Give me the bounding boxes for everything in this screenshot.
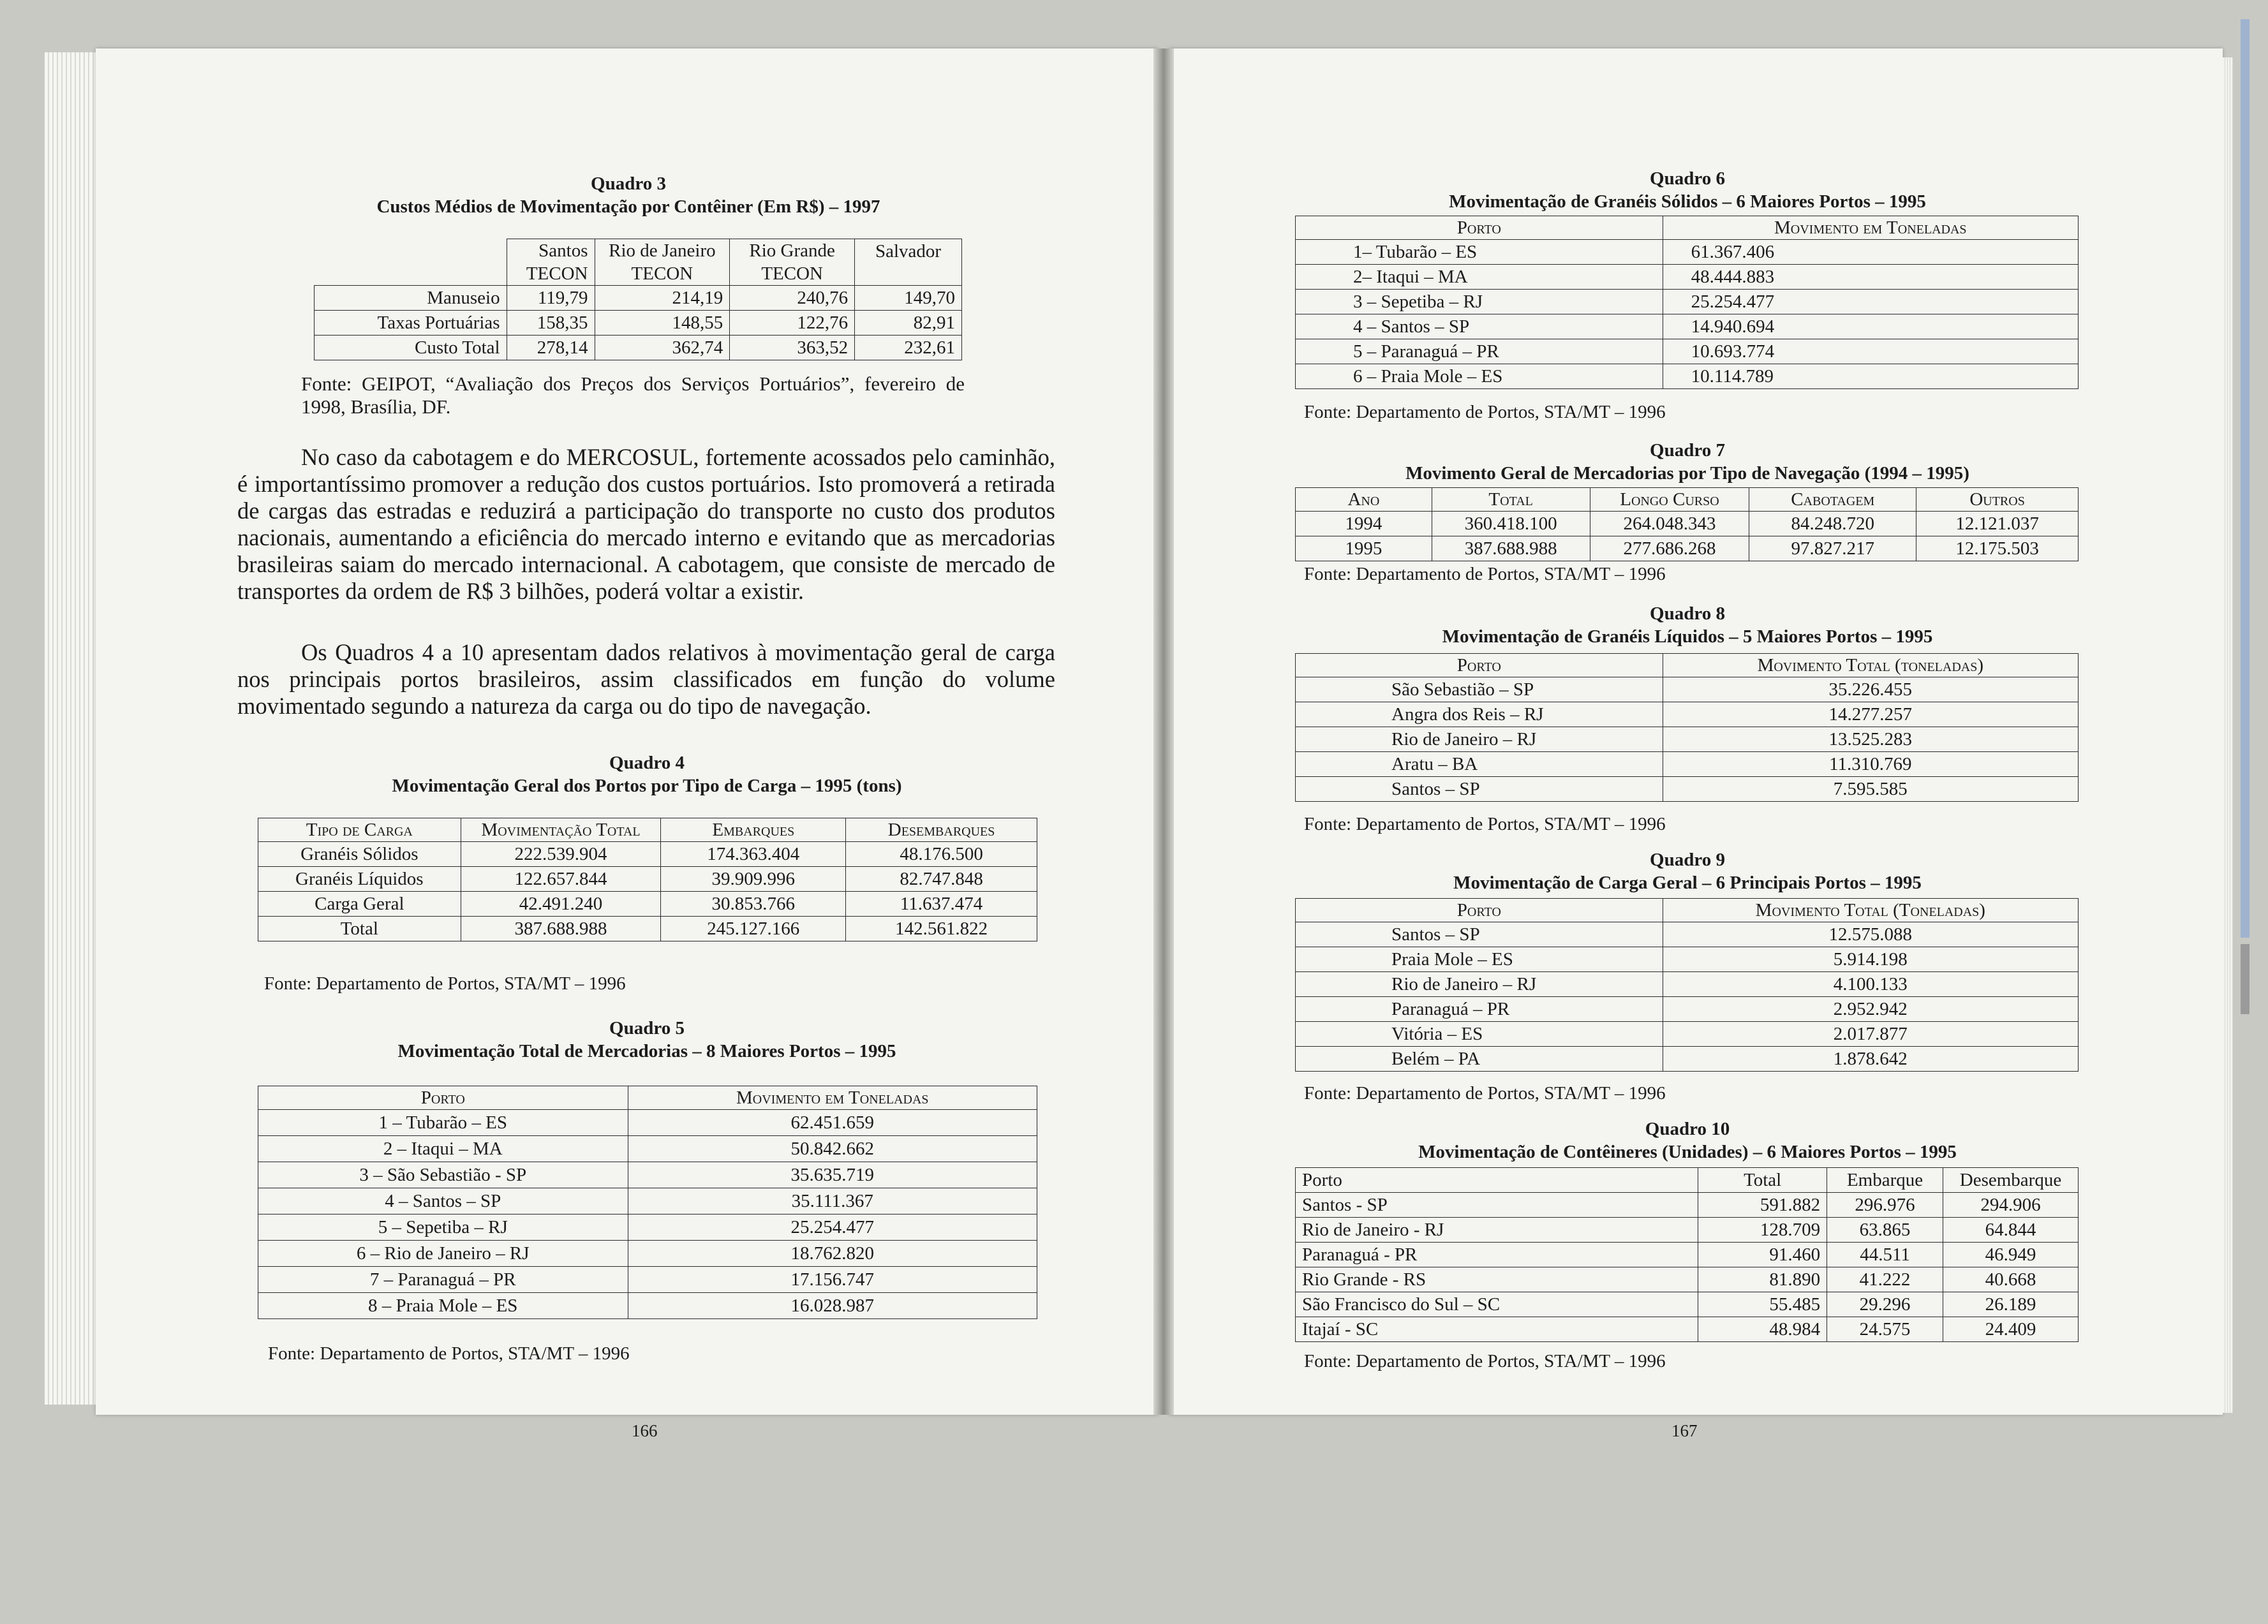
quadro-3-table [314,239,962,360]
header-cell: Embarques [661,818,846,842]
table-row [258,892,1037,917]
quadro-3-title: Custos Médios de Movimentação por Contêiner (Em R$) – 1997 [376,196,880,217]
header-cell: Porto [1296,899,1663,922]
table-header-row [1296,216,2079,240]
table-row [1296,677,2079,702]
table-cell: 1.878.642 [1663,1047,2078,1072]
header-cell: Total [1432,488,1590,512]
quadro-8-table-wrap [1295,653,2079,802]
table-cell: Santos – SP [1296,922,1663,947]
table-cell: 35.226.455 [1663,677,2078,702]
quadro-7-source: Fonte: Departamento de Portos, STA/MT – 1996 [1304,564,1666,584]
table-cell: 84.248.720 [1749,512,1916,536]
quadro-6 [1295,167,2080,213]
table-cell: São Francisco do Sul – SC [1296,1292,1698,1317]
table-cell: Praia Mole – ES [1296,947,1663,972]
quadro-6-table [1295,216,2079,389]
table-row [258,917,1037,941]
table-cell: 61.367.406 [1663,240,2078,265]
table-row [258,1293,1037,1319]
header-cell: Movimentação Total [461,818,661,842]
table-cell: 48.176.500 [846,842,1037,867]
quadro-10-table [1295,1167,2079,1342]
table-row [1296,997,2079,1022]
table-cell: 5.914.198 [1663,947,2078,972]
table-cell: 25.254.477 [628,1214,1037,1241]
table-row [1296,727,2079,752]
quadro-4 [255,751,1039,797]
table-cell: 360.418.100 [1432,512,1590,536]
table-cell: 149,70 [855,286,962,311]
quadro-6-source: Fonte: Departamento de Portos, STA/MT – 1996 [1304,402,1666,422]
table-row [1296,240,2079,265]
table-cell: 591.882 [1698,1193,1827,1218]
quadro-6-table-wrap [1295,216,2079,389]
table-cell: 278,14 [507,336,595,360]
table-cell: 3 – São Sebastião - SP [258,1162,628,1188]
table-row [258,867,1037,892]
body-paragraph-1: No caso da cabotagem e do MERCOSUL, fortemente acossados pelo caminhão, é importantíssimo promover a redução dos custos portuários. Isto promoverá a retirada de cargas das estradas e reduzirá a participação do transporte no custo dos produtos nacionais, aumentando a eficiência do mercado interno e evitando que as mercadorias brasileiras saiam do mercado internacional. A cabotagem, que consiste de mercado de transportes da ordem de R$ 3 bilhões, poderá voltar a existir. [237,444,1055,604]
table-cell: Rio Grande - RS [1296,1267,1698,1292]
table-row [1296,314,2079,339]
table-cell: 387.688.988 [1432,536,1590,561]
table-row [1296,364,2079,389]
table-row [1296,947,2079,972]
table-header-row [1296,899,2079,922]
table-cell: Granéis Líquidos [258,867,461,892]
header-cell: Tipo de Carga [258,818,461,842]
table-cell: 48.984 [1698,1317,1827,1342]
table-cell: 35.111.367 [628,1188,1037,1214]
table-row [258,1136,1037,1162]
table-cell: 2.017.877 [1663,1022,2078,1047]
table-cell: 214,19 [595,286,730,311]
header-cell: Desembarques [846,818,1037,842]
table-cell: 35.635.719 [628,1162,1037,1188]
table-header-row [1296,1168,2079,1193]
table-cell: 232,61 [855,336,962,360]
table-row [1296,1047,2079,1072]
quadro-10-label: Quadro 10 [1645,1119,1730,1139]
quadro-10 [1295,1118,2080,1163]
quadro-8-table [1295,653,2079,802]
header-cell: Embarque [1827,1168,1943,1193]
table-cell: 1 – Tubarão – ES [258,1110,628,1136]
table-cell: Paranaguá - PR [1296,1243,1698,1267]
table-cell: 48.444.883 [1663,265,2078,290]
quadro-4-label: Quadro 4 [609,753,685,773]
quadro-9 [1295,848,2080,894]
table-cell: 4 – Santos – SP [1296,314,1663,339]
table-cell: 29.296 [1827,1292,1943,1317]
table-cell: Manuseio [315,286,507,311]
quadro-3-label: Quadro 3 [591,173,666,194]
table-cell: Belém – PA [1296,1047,1663,1072]
page-number-right: 167 [1671,1421,1698,1440]
table-cell: 362,74 [595,336,730,360]
table-cell: 82.747.848 [846,867,1037,892]
calibration-strip-blue [2241,19,2249,938]
header-cell: Movimento Total (toneladas) [1663,654,2078,677]
table-cell: 296.976 [1827,1193,1943,1218]
header-cell: Longo Curso [1590,488,1749,512]
quadro-3 [293,172,963,218]
header-cell: Ano [1296,488,1432,512]
table-cell: 25.254.477 [1663,290,2078,314]
table-cell: Custo Total [315,336,507,360]
header-cell: Movimento Total (Toneladas) [1663,899,2078,922]
quadro-5-table [258,1086,1037,1319]
quadro-3-source: Fonte: GEIPOT, “Avaliação dos Preços dos Serviços Portuários”, fevereiro de 1998, Brasília, DF. [301,373,965,418]
table-cell: 12.575.088 [1663,922,2078,947]
table-row [1296,339,2079,364]
table-cell: 1994 [1296,512,1432,536]
table-cell: 122.657.844 [461,867,661,892]
quadro-9-table-wrap [1295,898,2079,1072]
table-cell: 64.844 [1943,1218,2079,1243]
table-row [1296,1022,2079,1047]
table-cell: 2 – Itaqui – MA [258,1136,628,1162]
table-cell: 63.865 [1827,1218,1943,1243]
table-cell: 387.688.988 [461,917,661,941]
header-cell: Rio de Janeiro TECON [595,239,730,286]
quadro-10-source: Fonte: Departamento de Portos, STA/MT – 1996 [1304,1351,1666,1371]
table-row [258,1188,1037,1214]
table-row [258,1110,1037,1136]
calibration-strip-gray [2241,944,2249,1014]
table-cell: 6 – Rio de Janeiro – RJ [258,1241,628,1267]
table-cell: Carga Geral [258,892,461,917]
table-cell: 42.491.240 [461,892,661,917]
table-cell: Rio de Janeiro – RJ [1296,972,1663,997]
table-cell: 5 – Paranaguá – PR [1296,339,1663,364]
table-row [258,1214,1037,1241]
table-row [315,286,962,311]
header-cell: Movimento em Toneladas [628,1086,1037,1110]
table-cell: 17.156.747 [628,1267,1037,1293]
right-page-edges [2223,57,2233,1413]
quadro-5-label: Quadro 5 [609,1018,685,1038]
table-cell: 1– Tubarão – ES [1296,240,1663,265]
table-cell: Vitória – ES [1296,1022,1663,1047]
table-cell: 240,76 [730,286,855,311]
table-row [258,1241,1037,1267]
header-cell: Porto [1296,216,1663,240]
quadro-9-title: Movimentação de Carga Geral – 6 Principais Portos – 1995 [1453,873,1922,893]
header-cell: Movimento em Toneladas [1663,216,2078,240]
table-header-row [315,239,962,286]
table-cell: 24.575 [1827,1317,1943,1342]
quadro-9-label: Quadro 9 [1650,850,1725,870]
table-header-row [1296,488,2079,512]
table-cell: 24.409 [1943,1317,2079,1342]
header-cell: Salvador [855,239,962,286]
table-cell: 363,52 [730,336,855,360]
quadro-4-table [258,818,1037,941]
table-cell: 2.952.942 [1663,997,2078,1022]
table-cell: 81.890 [1698,1267,1827,1292]
table-cell: 82,91 [855,311,962,336]
table-row [1296,1267,2079,1292]
quadro-6-label: Quadro 6 [1650,168,1725,189]
body-paragraph-2: Os Quadros 4 a 10 apresentam dados relativos à movimentação geral de carga nos principais portos brasileiros, assim classificados em função do volume movimentado segundo a natureza da carga ou do tipo de navegação. [237,639,1055,719]
table-cell: 10.114.789 [1663,364,2078,389]
table-cell: 62.451.659 [628,1110,1037,1136]
quadro-8-title: Movimentação de Granéis Líquidos – 5 Maiores Portos – 1995 [1442,626,1933,647]
table-cell: 12.121.037 [1916,512,2079,536]
quadro-8 [1295,602,2080,648]
quadro-7-table-wrap [1295,487,2079,561]
table-cell: 46.949 [1943,1243,2079,1267]
table-cell: 2– Itaqui – MA [1296,265,1663,290]
table-row [258,842,1037,867]
quadro-7-title: Movimento Geral de Mercadorias por Tipo de Navegação (1994 – 1995) [1405,463,1969,484]
table-row [1296,1193,2079,1218]
table-cell: 14.940.694 [1663,314,2078,339]
table-row [1296,702,2079,727]
page-number-left: 166 [632,1421,658,1440]
header-cell: Cabotagem [1749,488,1916,512]
table-cell: 4.100.133 [1663,972,2078,997]
table-row [1296,536,2079,561]
table-cell: Santos - SP [1296,1193,1698,1218]
table-cell: 122,76 [730,311,855,336]
quadro-7 [1295,439,2080,485]
quadro-8-source: Fonte: Departamento de Portos, STA/MT – 1996 [1304,814,1666,834]
quadro-6-title: Movimentação de Granéis Sólidos – 6 Maiores Portos – 1995 [1449,191,1926,212]
table-cell: 222.539.904 [461,842,661,867]
table-row [1296,512,2079,536]
table-cell: 174.363.404 [661,842,846,867]
quadro-4-title: Movimentação Geral dos Portos por Tipo de Carga – 1995 (tons) [392,776,902,796]
quadro-5-source: Fonte: Departamento de Portos, STA/MT – 1996 [268,1343,630,1364]
table-cell: 39.909.996 [661,867,846,892]
header-cell: Rio Grande TECON [730,239,855,286]
table-header-row [258,818,1037,842]
table-cell: 40.668 [1943,1267,2079,1292]
quadro-3-table-wrap [314,239,962,360]
table-cell: Itajaí - SC [1296,1317,1698,1342]
table-cell: Rio de Janeiro - RJ [1296,1218,1698,1243]
table-cell: 16.028.987 [628,1293,1037,1319]
table-cell: 7.595.585 [1663,777,2078,802]
table-cell: Granéis Sólidos [258,842,461,867]
quadro-9-table [1295,898,2079,1072]
book-spine [1153,48,1174,1415]
table-cell: Santos – SP [1296,777,1663,802]
table-cell: Paranaguá – PR [1296,997,1663,1022]
table-cell: 8 – Praia Mole – ES [258,1293,628,1319]
quadro-9-source: Fonte: Departamento de Portos, STA/MT – 1996 [1304,1083,1666,1104]
table-cell: 13.525.283 [1663,727,2078,752]
table-cell: 11.310.769 [1663,752,2078,777]
table-row [1296,922,2079,947]
quadro-10-table-wrap [1295,1167,2079,1342]
header-cell: Porto [1296,1168,1698,1193]
quadro-8-label: Quadro 8 [1650,603,1725,624]
table-cell: 158,35 [507,311,595,336]
header-cell: Desembarque [1943,1168,2079,1193]
table-row [1296,290,2079,314]
table-row [1296,777,2079,802]
header-cell: Santos TECON [507,239,595,286]
table-cell: 128.709 [1698,1218,1827,1243]
table-cell: 7 – Paranaguá – PR [258,1267,628,1293]
table-cell: 10.693.774 [1663,339,2078,364]
quadro-5-title: Movimentação Total de Mercadorias – 8 Maiores Portos – 1995 [397,1041,896,1061]
header-cell: Porto [1296,654,1663,677]
table-cell: 55.485 [1698,1292,1827,1317]
quadro-10-title: Movimentação de Contêineres (Unidades) – 6 Maiores Portos – 1995 [1418,1142,1957,1162]
quadro-4-table-wrap [258,818,1037,941]
table-cell: Aratu – BA [1296,752,1663,777]
header-cell [315,239,507,286]
table-header-row [258,1086,1037,1110]
table-row [1296,265,2079,290]
table-cell: 142.561.822 [846,917,1037,941]
table-cell: 148,55 [595,311,730,336]
table-row [1296,1243,2079,1267]
table-row [1296,1292,2079,1317]
table-row [315,336,962,360]
header-cell: Total [1698,1168,1827,1193]
quadro-5 [255,1017,1039,1063]
table-cell: 26.189 [1943,1292,2079,1317]
table-row [1296,1218,2079,1243]
table-cell: 5 – Sepetiba – RJ [258,1214,628,1241]
table-row [258,1267,1037,1293]
table-cell: 294.906 [1943,1193,2079,1218]
quadro-7-label: Quadro 7 [1650,440,1725,461]
quadro-5-table-wrap [258,1086,1037,1319]
table-cell: 6 – Praia Mole – ES [1296,364,1663,389]
table-cell: Rio de Janeiro – RJ [1296,727,1663,752]
table-cell: 30.853.766 [661,892,846,917]
table-cell: 12.175.503 [1916,536,2079,561]
table-cell: Angra dos Reis – RJ [1296,702,1663,727]
table-cell: 50.842.662 [628,1136,1037,1162]
table-cell: 14.277.257 [1663,702,2078,727]
table-cell: 277.686.268 [1590,536,1749,561]
table-row [1296,972,2079,997]
table-cell: 41.222 [1827,1267,1943,1292]
table-cell: 44.511 [1827,1243,1943,1267]
quadro-7-table [1295,487,2079,561]
table-cell: Total [258,917,461,941]
table-row [1296,1317,2079,1342]
book-page-edges [45,52,102,1405]
table-cell: 4 – Santos – SP [258,1188,628,1214]
header-cell: Porto [258,1086,628,1110]
table-row [258,1162,1037,1188]
table-cell: Taxas Portuárias [315,311,507,336]
table-cell: 18.762.820 [628,1241,1037,1267]
quadro-4-source: Fonte: Departamento de Portos, STA/MT – 1996 [264,973,626,994]
table-cell: São Sebastião – SP [1296,677,1663,702]
table-cell: 91.460 [1698,1243,1827,1267]
table-row [1296,752,2079,777]
table-cell: 264.048.343 [1590,512,1749,536]
table-cell: 11.637.474 [846,892,1037,917]
table-row [315,311,962,336]
table-header-row [1296,654,2079,677]
header-cell: Outros [1916,488,2079,512]
table-cell: 119,79 [507,286,595,311]
table-cell: 3 – Sepetiba – RJ [1296,290,1663,314]
table-cell: 1995 [1296,536,1432,561]
table-cell: 97.827.217 [1749,536,1916,561]
table-cell: 245.127.166 [661,917,846,941]
